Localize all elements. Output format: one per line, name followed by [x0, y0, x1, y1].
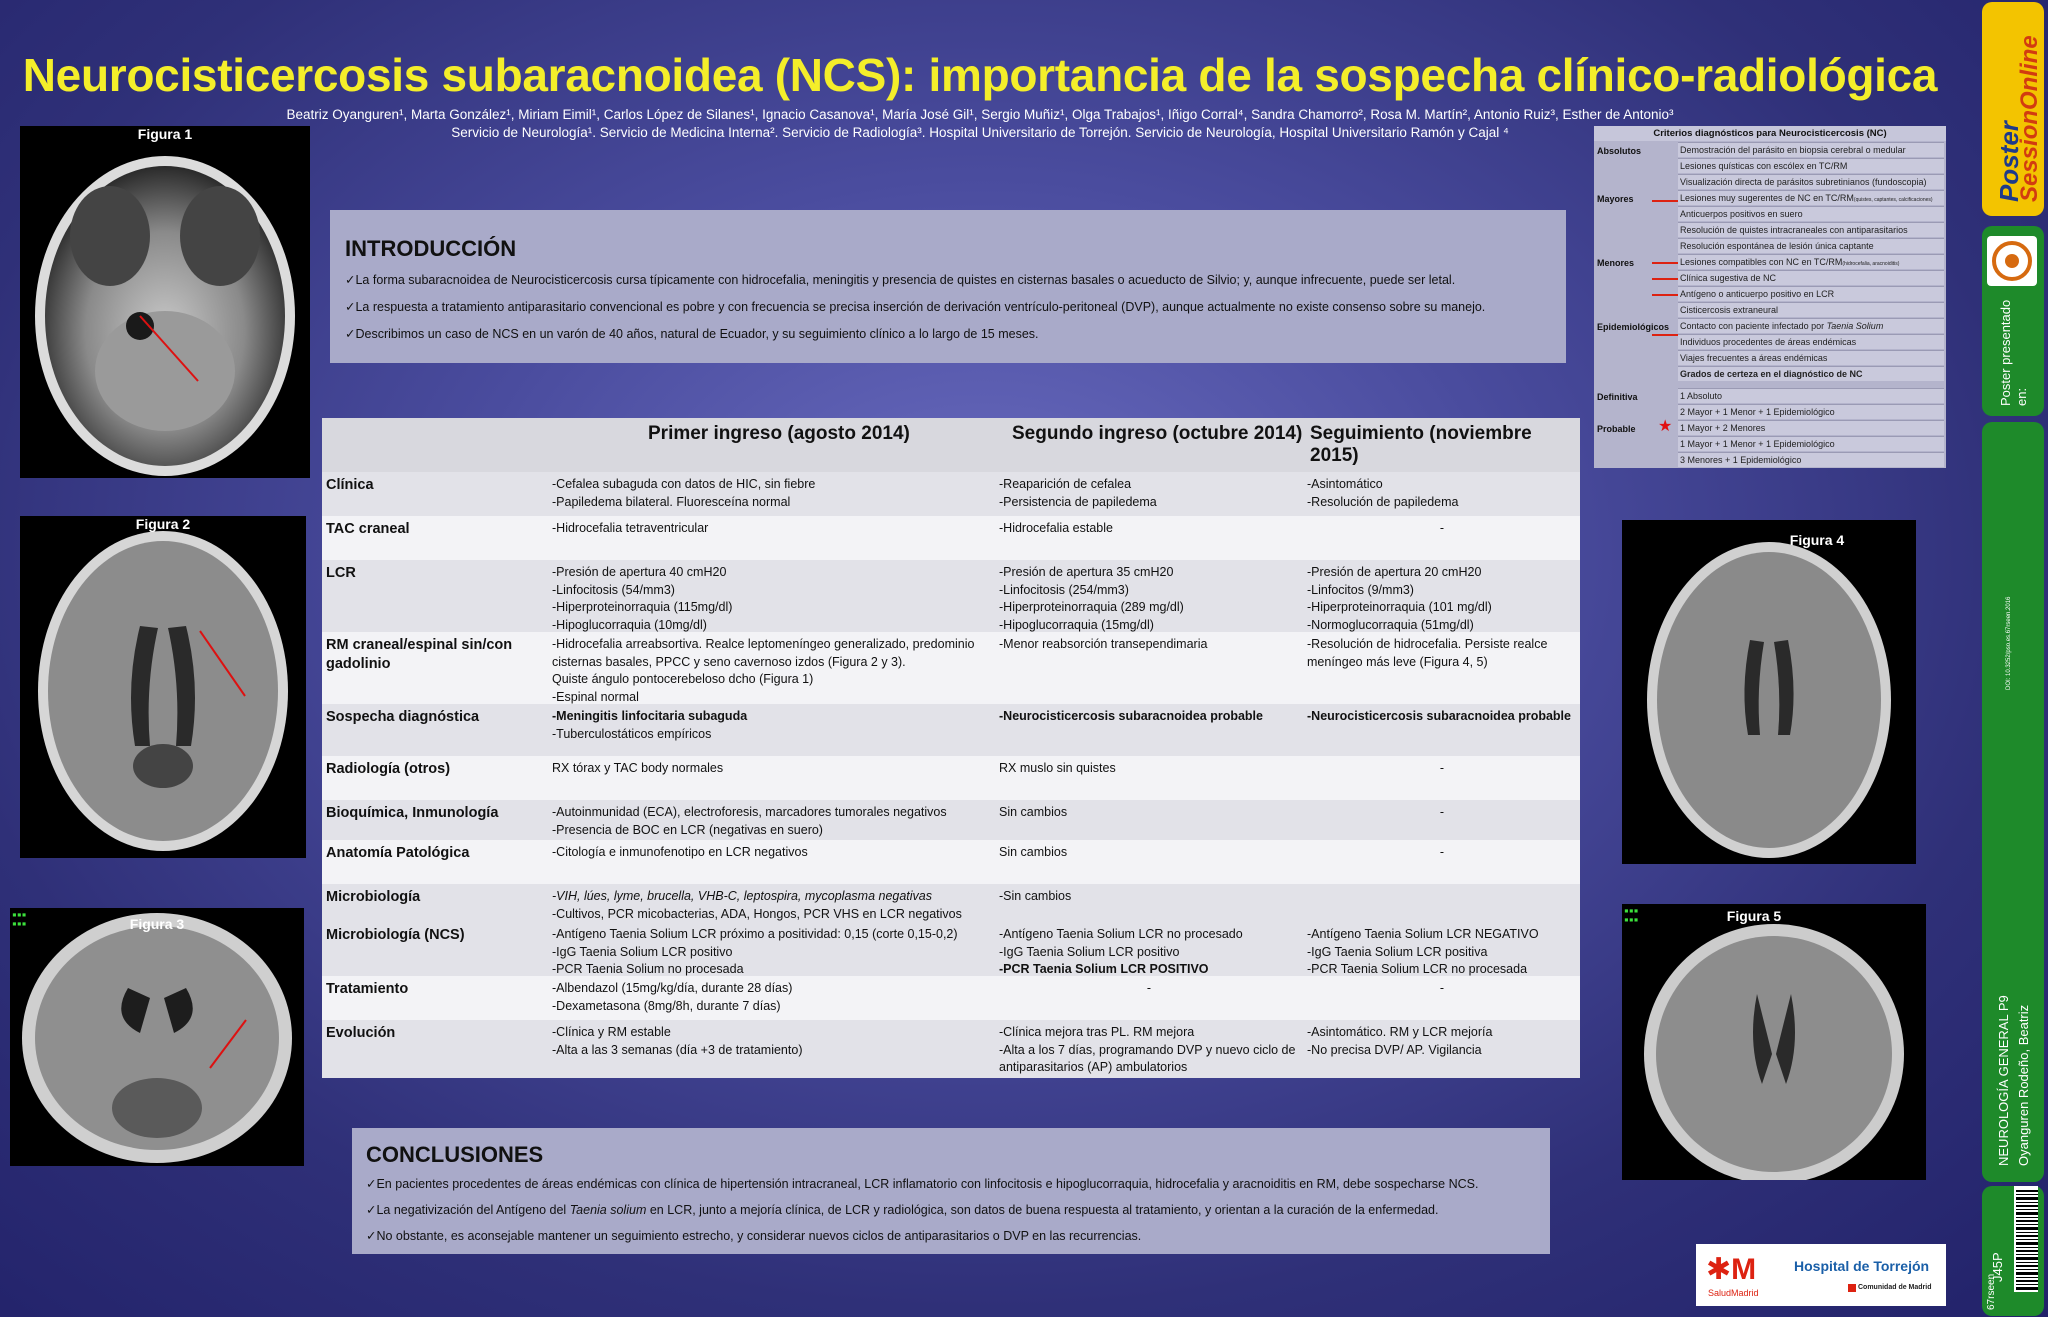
figure-1-image — [20, 126, 310, 478]
figure-2-image — [20, 516, 306, 858]
table-row-microbiologia-ncs: Microbiología (NCS) -Antígeno Taenia Solium LCR próximo a positividad: 0,15 (corte 0,15-0,2) -IgG Taenia Solium LCR positivo -PCR Taenia Solium no procesada -Antígeno Taenia Solium LCR no procesado -IgG Taenia Solium LCR positivo -PCR Taenia Solium LCR POSITIVO -Antígeno Taenia Solium LCR NEGATIVO -IgG Taenia Solium LCR positiva -PCR Taenia Solium LCR no procesada — [322, 922, 1580, 976]
table-row-lcr: LCR -Presión de apertura 40 cmH20 -Linfocitosis (54/mm3) -Hiperproteinorraquia (115mg/dl) -Hipoglucorraquia (10mg/dl) -Presión de apertura 35 cmH20 -Linfocitosis (254/mm3) -Hiperproteinorraquia (289 mg/dl) -Hipoglucorraquia (15mg/dl) -Presión de apertura 20 cmH20 -Linfocitos (9/mm3) -Hiperproteinorraquia (101 mg/dl) -Normoglucorraquia (51mg/dl) — [322, 560, 1580, 632]
authors-line: Beatriz Oyanguren¹, Marta González¹, Miriam Eimil¹, Carlos López de Silanes¹, Ignacio Casanova¹, María José Gil¹, Sergio Muñiz¹, Olga Trabajos¹, Iñigo Corral⁴, Sandra Chamorro², Rosa M. Martín², Antonio Ruiz³, Esther de Antonio³ — [286, 107, 1674, 122]
poster-title: Neurocisticercosis subaracnoidea (NCS): importancia de la sospecha clínico-radiológica — [22, 49, 1938, 101]
mri-axial-followup — [1622, 520, 1916, 864]
institution-logos: ✱M SaludMadrid Hospital de Torrejón Comunidad de Madrid — [1696, 1244, 1946, 1306]
header-second-admission: Segundo ingreso (octubre 2014) — [1012, 423, 1303, 444]
mri-axial-contrast — [1622, 904, 1926, 1180]
table-row-sospecha: Sospecha diagnóstica -Meningitis linfocitaria subaguda -Tuberculostáticos empíricos -Neurocisticercosis subaracnoidea probable -Neurocisticercosis subaracnoidea probable — [322, 704, 1580, 756]
table-row-tratamiento: Tratamiento -Albendazol (15mg/kg/día, durante 28 días) -Dexametasona (8mg/8h, durante 7 días) - - — [322, 976, 1580, 1020]
intro-point-3: ✓Describimos un caso de NCS en un varón de 40 años, natural de Ecuador, y su seguimiento clínico a lo largo de 15 meses. — [345, 327, 1039, 341]
figure-4-image — [1622, 520, 1916, 864]
mri-axial-posterior-fossa — [20, 126, 310, 478]
affiliations-line: Servicio de Neurología¹. Servicio de Medicina Interna². Servicio de Radiología³. Hospital Universitario de Torrejón. Servicio de Neurología, Hospital Universitario Ramón y Cajal ⁴ — [451, 125, 1509, 140]
star-icon: ★ — [1658, 418, 1673, 435]
conclusions-section — [352, 1128, 1550, 1254]
arrow-icon — [1652, 262, 1680, 264]
congress-logo — [1987, 236, 2037, 286]
table-row-clinica: Clínica -Cefalea subaguda con datos de HIC, sin fiebre -Papiledema bilateral. Fluoresceína normal -Reaparición de cefalea -Persistencia de papiledema -Asintomático -Resolución de papiledema — [322, 472, 1580, 516]
arrow-icon — [1652, 278, 1680, 280]
hospital-torrejon-logo: Hospital de Torrejón — [1794, 1258, 1930, 1274]
intro-point-2: ✓La respuesta a tratamiento antiparasitario convencional es pobre y con frecuencia se precisa inserción de derivación ventrículo-peritoneal (DVP), aunque actualmente no existe consenso sobre su manejo. — [345, 300, 1486, 314]
table-row-tac: TAC craneal -Hidrocefalia tetraventricular -Hidrocefalia estable - — [322, 516, 1580, 560]
table-header — [322, 418, 1580, 472]
table-row-evolucion: Evolución -Clínica y RM estable -Alta a las 3 semanas (día +3 de tratamiento) -Clínica mejora tras PL. RM mejora -Alta a los 7 días, programando DVP y nuevo ciclo de antiparasitarios (AP) ambulatorios -Asintomático. RM y LCR mejoría -No precisa DVP/ AP. Vigilancia — [322, 1020, 1580, 1078]
table-row-anatomia: Anatomía Patológica -Citología e inmunofenotipo en LCR negativos Sin cambios - — [322, 840, 1580, 884]
figure-5-image: ▪▪▪ ▪▪▪ Figura 5 — [1622, 904, 1926, 1180]
salud-madrid-logo: ✱M — [1706, 1253, 1757, 1286]
conclusions-heading: CONCLUSIONES — [366, 1142, 544, 1167]
table-row-bioquimica: Bioquímica, Inmunología -Autoinmunidad (ECA), electroforesis, marcadores tumorales negativos -Presencia de BOC en LCR (negativas en suero) Sin cambios - — [322, 800, 1580, 840]
comunidad-flag-icon — [1848, 1284, 1856, 1292]
arrow-icon — [1652, 334, 1680, 336]
poster-session-online-badge: Poster SessionOnline — [1982, 2, 2044, 216]
mri-coronal — [10, 908, 304, 1166]
figure-4-label: Figura 4 — [1789, 532, 1845, 548]
arrow-icon — [1652, 294, 1680, 296]
introduction-section — [330, 210, 1566, 363]
conclusion-point-3: ✓No obstante, es aconsejable mantener un seguimiento estrecho, y considerar nuevos ciclos de antiparasitarios o DVP en las recurrencias. — [366, 1229, 1142, 1243]
mri-axial-ventricles — [20, 516, 306, 858]
presented-at-panel: Poster presentado en: — [1982, 226, 2044, 416]
figure-2-label: Figura 2 — [135, 516, 191, 532]
arrow-icon — [1652, 200, 1680, 202]
figure-3-label: Figura 3 — [129, 916, 185, 932]
introduction-heading: INTRODUCCIÓN — [345, 236, 517, 261]
conclusion-point-1: ✓En pacientes procedentes de áreas endémicas con clínica de hipertensión intracraneal, LCR inflamatorio con linfocitosis e hipoglucorraquia, hidrocefalia y aracnoiditis en RM, debe sospecharse NCS. — [366, 1177, 1479, 1191]
figure-3-image: ▪▪▪ ▪▪▪ Figura 3 — [10, 908, 304, 1166]
header-first-admission: Primer ingreso (agosto 2014) — [648, 423, 910, 444]
poster-info-panel: DOI: 10.3252/pso.es.67rseen.2016 NEUROLOGÍA GENERAL P9 Oyanguren Rodeño, Beatriz — [1982, 422, 2044, 1182]
intro-point-1: ✓La forma subaracnoidea de Neurocisticercosis cursa típicamente con hidrocefalia, meningitis y presencia de quistes en cisternas basales o acueducto de Silvio; y, aunque infrecuente, puede ser letal. — [345, 273, 1456, 287]
criteria-title: Criterios diagnósticos para Neurocisticercosis (NC) — [1594, 126, 1946, 141]
barcode-icon — [2014, 1186, 2038, 1292]
clinical-timeline-table — [322, 418, 1580, 1078]
figure-5-label: Figura 5 — [1726, 908, 1782, 924]
table-row-radiologia: Radiología (otros) RX tórax y TAC body normales RX muslo sin quistes - — [322, 756, 1580, 800]
diagnostic-criteria-table: Criterios diagnósticos para Neurocisticercosis (NC) Absolutos Demostración del parásito en biopsia cerebral o medular Lesiones quísticas con escólex en TC/RM Visualización directa de parásitos subretinianos (fundoscopia) Mayores Lesiones muy sugerentes de NC en TC/RM(quistes, captantes, calcificaciones) Anticuerpos positivos en suero Resolución de quistes intracraneales con antiparasitarios Resolución espontánea de lesión única captante Menores Lesiones compatibles con NC en TC/RM(hidrocefalia, aracnoiditis) Clínica sugestiva de NC Antígeno o anticuerpo positivo en LCR Cisticercosis extraneural Epidemiológicos Contacto con paciente infectado por Taenia Solium Individuos procedentes de áreas endémicas Viajes frecuentes a áreas endémicas Grados de certeza en el diagnóstico de NC Definitiva 1 Absoluto 2 Mayor + 1 Menor + 1 Epidemiológico Probable ★ 1 Mayor + 2 Menores 1 Mayor + 1 Menor + 1 Epidemiológico 3 Menores + 1 Epidemiológico — [1594, 126, 1946, 468]
poster-code-panel: J45P 67rseen — [1982, 1186, 2044, 1316]
table-row-microbiologia: Microbiología -VIH, lúes, lyme, brucella, VHB-C, leptospira, mycoplasma negativas -Cultivos, PCR micobacterias, ADA, Hongos, PCR VHS en LCR negativos -Sin cambios — [322, 884, 1580, 922]
header-followup: Seguimiento (noviembre 2015) — [1310, 423, 1532, 466]
figure-1-label: Figura 1 — [137, 126, 193, 142]
conclusion-point-2: ✓La negativización del Antígeno del Taenia solium en LCR, junto a mejoría clínica, de LCR y radiológica, son datos de buena respuesta al tratamiento, y orientan a la curación de la enfermedad. — [366, 1203, 1439, 1217]
table-row-rm: RM craneal/espinal sin/con gadolinio -Hidrocefalia arreabsortiva. Realce leptomeníngeo generalizado, predominio cisternas basales, PPCC y seno cavernoso izdos (Figura 2 y 3). Quiste ángulo pontocerebeloso dcho (Figura 1) -Espinal normal -Menor reabsorción transependimaria -Resolución de hidrocefalia. Persiste realce meníngeo más leve (Figura 4, 5) — [322, 632, 1580, 704]
